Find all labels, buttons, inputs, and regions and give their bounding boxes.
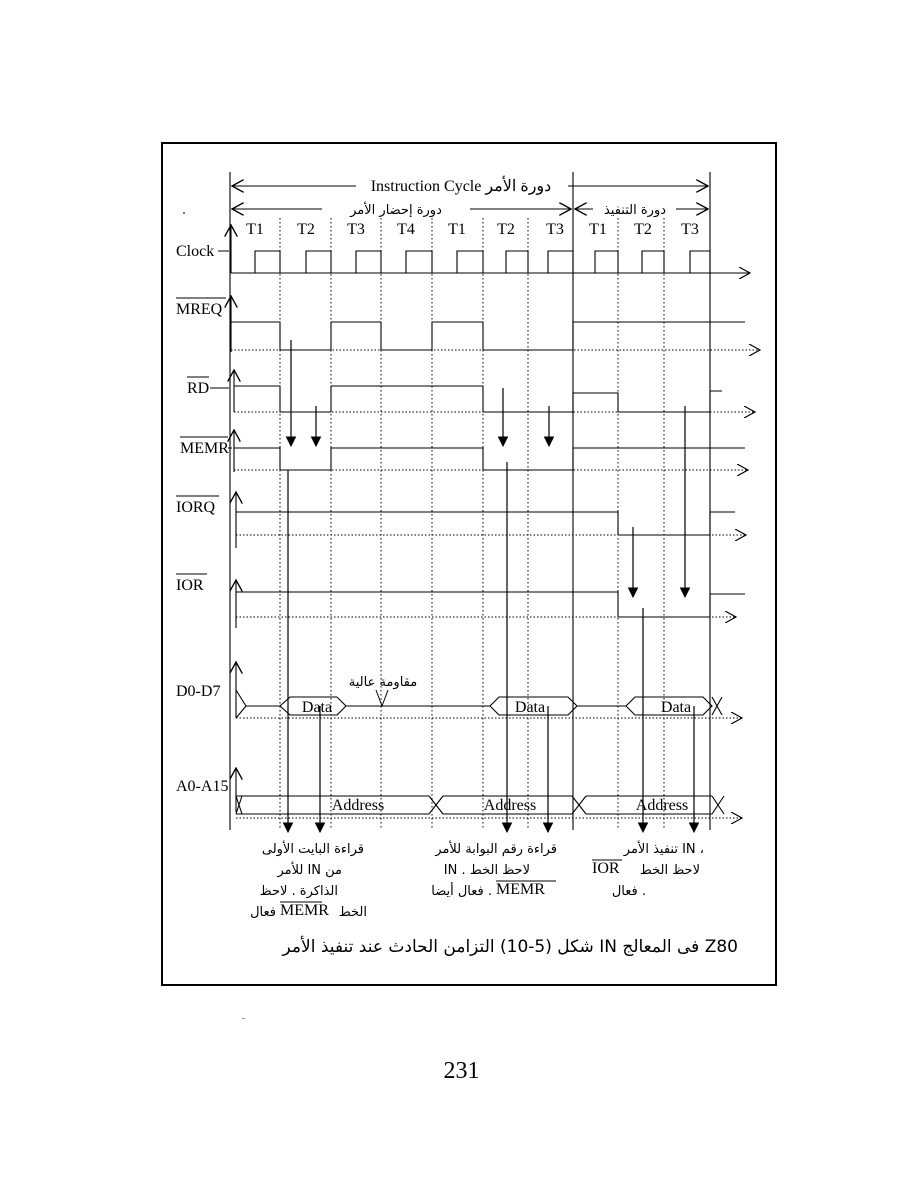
t-state-label: T4 — [397, 221, 415, 238]
page-number: 231 — [443, 1058, 480, 1084]
scan-speck — [183, 212, 185, 214]
signal-overbars — [176, 298, 228, 574]
t-state-gridlines — [280, 218, 664, 830]
data-bus-label: D0-D7 — [176, 683, 221, 700]
address-label-1: Address — [331, 797, 385, 814]
clock-label: Clock — [176, 243, 215, 260]
event-arrows — [288, 340, 694, 832]
rd-waveform — [234, 386, 722, 412]
memr-waveform — [234, 448, 745, 470]
cycle-boundaries — [230, 172, 710, 830]
t-state-label: T2 — [497, 221, 515, 238]
t-state-label: T2 — [634, 221, 652, 238]
data-bus-label-2: Data — [514, 699, 546, 716]
svg-text:IN . لاحظ الخط: IN . لاحظ الخط — [443, 863, 530, 878]
iorq-waveform — [236, 512, 735, 535]
svg-text:IOR: IOR — [592, 860, 620, 877]
high-impedance-label: مقاومة عالية — [348, 675, 418, 690]
data-bus-label-3: Data — [660, 699, 692, 716]
svg-text:فعال أيضا .: فعال أيضا . — [431, 884, 492, 899]
address-label-3: Address — [635, 797, 689, 814]
svg-text:قراءة رقم البوابة للأمر: قراءة رقم البوابة للأمر — [435, 842, 557, 857]
scan-speck — [242, 1018, 245, 1019]
address-bus-label: A0-A15 — [176, 778, 229, 795]
rd-label: RD — [187, 380, 210, 397]
t-state-label: T1 — [448, 221, 466, 238]
svg-text:فعال .: فعال . — [611, 884, 646, 899]
figure-frame — [162, 143, 776, 985]
svg-text:فعال: فعال — [250, 905, 276, 920]
t-state-label: T3 — [681, 221, 699, 238]
svg-text:MEMR: MEMR — [280, 902, 329, 919]
signal-labels — [176, 243, 229, 795]
fetch-cycle-label: دورة إحضار الأمر — [350, 203, 442, 218]
time-axes — [231, 273, 760, 818]
note-memory-read — [250, 840, 367, 920]
instruction-cycle-label: Instruction Cycle دورة الأمر — [370, 178, 552, 195]
mreq-waveform — [231, 322, 745, 350]
note-port-read — [431, 840, 557, 899]
high-impedance-pointer — [376, 690, 388, 706]
svg-text:تنفيذ الأمر IN ،: تنفيذ الأمر IN ، — [623, 842, 704, 857]
svg-text:قراءة البايت الأولى: قراءة البايت الأولى — [261, 842, 364, 857]
t-state-label: T1 — [246, 221, 264, 238]
data-bus-label-1: Data — [301, 699, 333, 716]
t-state-label: T2 — [297, 221, 315, 238]
svg-text:الذاكرة . لاحظ: الذاكرة . لاحظ — [259, 884, 338, 899]
address-label-2: Address — [483, 797, 537, 814]
iorq-label: IORQ — [176, 499, 216, 516]
clock-waveform — [231, 251, 710, 273]
label-leaders — [210, 251, 232, 448]
t-state-label: T3 — [546, 221, 564, 238]
svg-text:للأمر IN من: للأمر IN من — [277, 863, 342, 878]
mreq-label: MREQ — [176, 301, 223, 318]
svg-text:MEMR: MEMR — [496, 881, 545, 898]
ior-label: IOR — [176, 577, 204, 594]
ior-waveform — [236, 592, 745, 617]
svg-text:الخط: الخط — [338, 905, 367, 920]
execute-cycle-label: دورة التنفيذ — [603, 203, 667, 218]
data-bus-waveform — [236, 690, 280, 718]
t-state-label: T1 — [589, 221, 607, 238]
svg-text:لاحظ الخط: لاحظ الخط — [639, 863, 700, 878]
t-state-labels — [246, 221, 699, 238]
signal-axes — [231, 225, 236, 812]
figure-caption: شكل (5-10) التزامن الحادث عند تنفيذ الأمر IN فى المعالج Z80 — [282, 937, 738, 957]
t-state-label: T3 — [347, 221, 365, 238]
memr-label: MEMR — [180, 440, 229, 457]
note-execute — [592, 840, 704, 899]
waveforms — [231, 251, 745, 814]
